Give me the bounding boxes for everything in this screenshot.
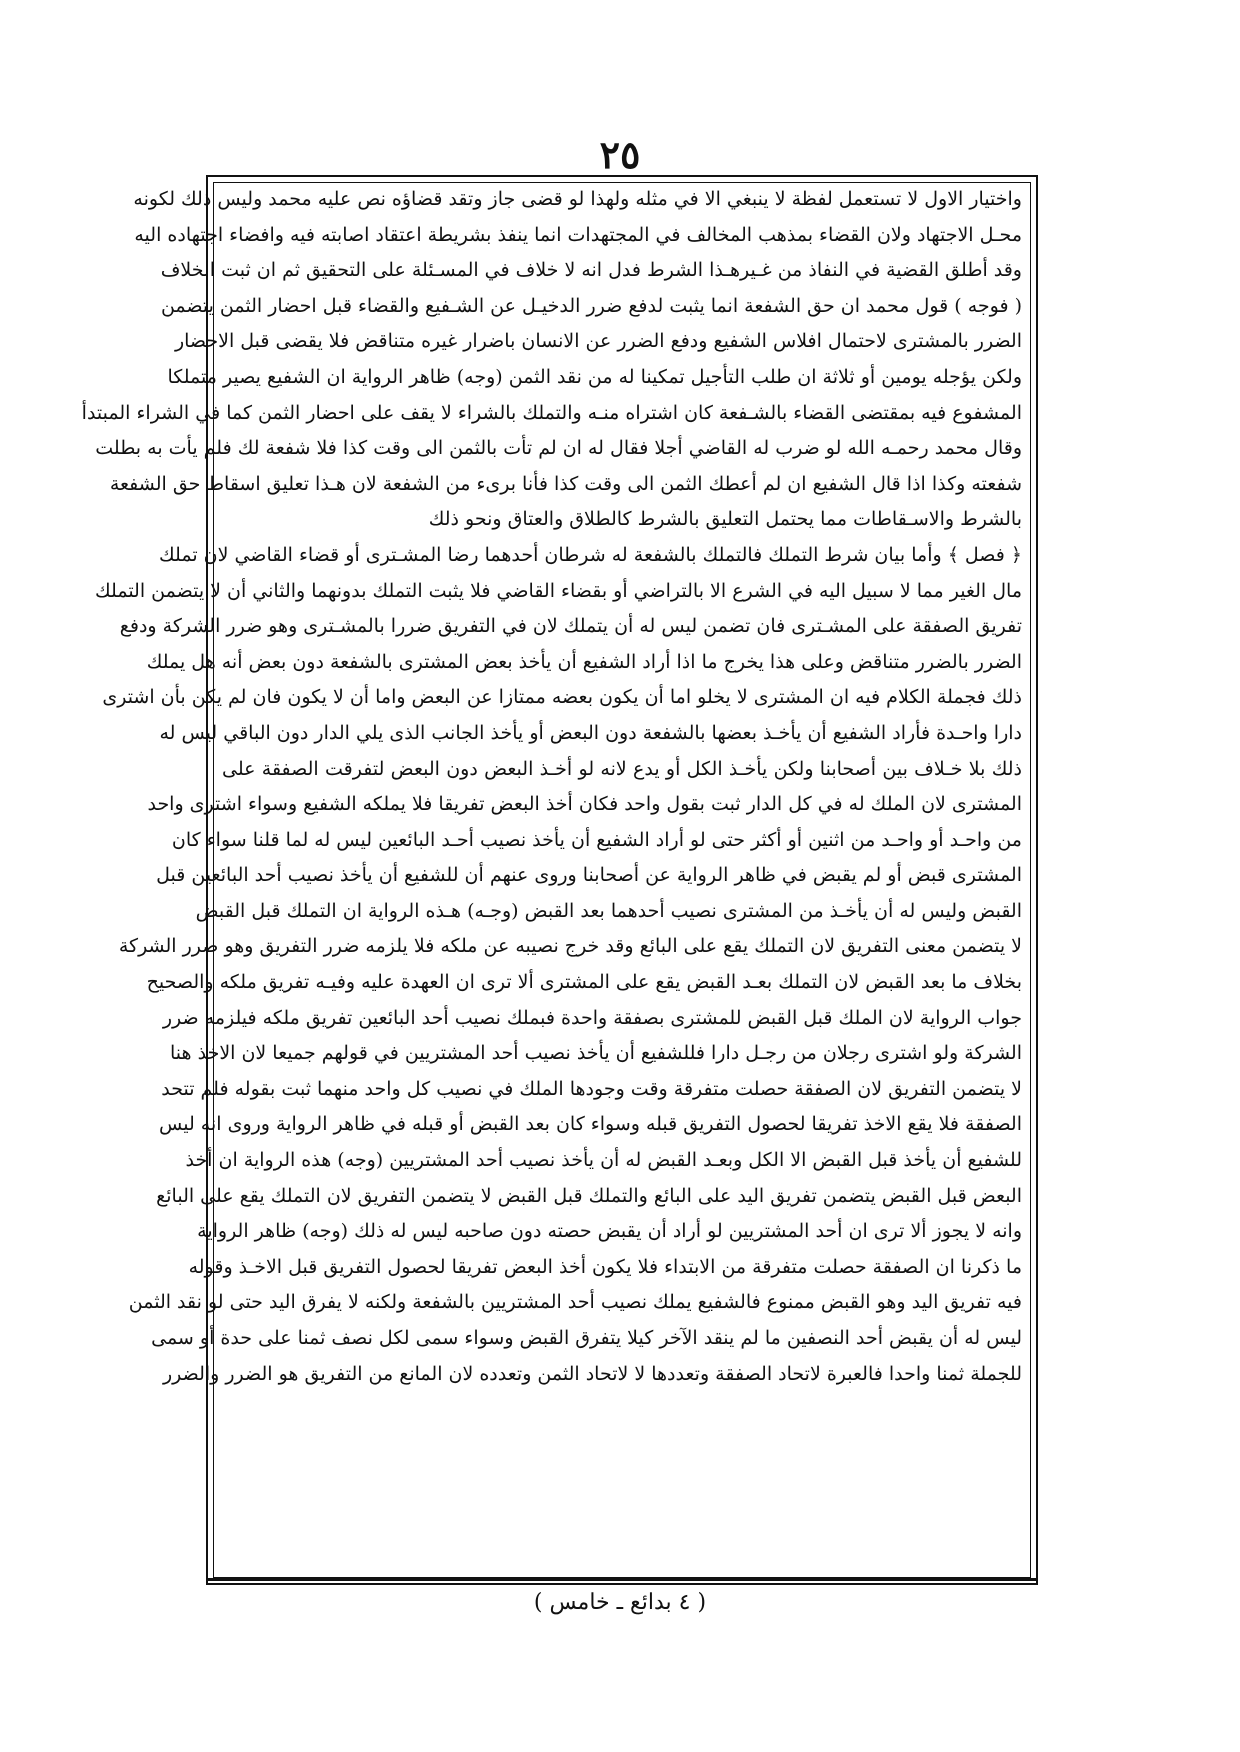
main-text <box>81 182 1022 1572</box>
text-line: وقال محمد رحمـه الله لو ضرب له القاضي أجلا فقال له ان لم تأت بالثمن الى وقت كذا فلا شفعة لك فلم يأت به بطلت <box>95 437 1022 460</box>
text-line: من واحـد أو واحـد من اثنين أو أكثر حتى لو أراد الشفيع أن يأخذ نصيب أحـد البائعين ليس له لما قلنا سواء كان <box>171 828 1022 851</box>
text-line: محـل الاجتهاد ولان القضاء بمذهب المخالف في المجتهدات انما ينفذ بشريطة اعتقاد اصابته فيه وافضاء اجتهاده اليه <box>134 223 1022 246</box>
text-line: الصفقة فلا يقع الاخذ تفريقا لحصول التفريق قبله وسواء كان بعد القبض أو قبله في ظاهر الرواية وروى انه ليس <box>159 1113 1022 1136</box>
page-number: ٢٥ <box>599 132 641 177</box>
text-line: شفعته وكذا اذا قال الشفيع ان لم أعطك الثمن الى وقت كذا فأنا برىء من الشفعة لان هـذا تعليق اسقاط حق الشفعة <box>109 472 1022 495</box>
text-line: بخلاف ما بعد القبض لان التملك بعـد القبض يقع على المشترى ألا ترى ان العهدة عليه وفيـه تفريق ملكه والصحيح <box>146 971 1022 994</box>
text-line: واختيار الاول لا تستعمل لفظة لا ينبغي الا في مثله ولهذا لو قضى جاز وتقد قضاؤه نص عليه محمد وليس ذلك لكونه <box>133 188 1022 210</box>
text-line: ( فوجه ) قول محمد ان حق الشفعة انما يثبت لدفع ضرر الدخيـل عن الشـفيع والقضاء قبل احضار الثمن يتضمن <box>160 294 1022 317</box>
text-line: تفريق الصفقة على المشـترى فان تضمن ليس له أن يتملك لان في التفريق ضررا بالمشـترى وهو ضرر الشركة ودفع <box>119 615 1022 638</box>
text-line: بالشرط والاسـقاطات مما يحتمل التعليق بالشرط كالطلاق والعتاق ونحو ذلك <box>428 508 1022 531</box>
signature-mark: ( ٤ بدائع ـ خامس ) <box>533 1590 707 1615</box>
text-line: المشفوع فيه بمقتضى القضاء بالشـفعة كان اشتراه منـه والتملك بالشراء لا يقف على احضار الثمن كما في الشراء المبتدأ <box>81 401 1022 424</box>
text-line: المشترى قبض أو لم يقبض في ظاهر الرواية عن أصحابنا وروى عنهم أن للشفيع أن يأخذ نصيب أحد البائعين قبل <box>156 864 1022 887</box>
text-line: ما ذكرنا ان الصفقة حصلت متفرقة من الابتداء فلا يكون أخذ البعض تفريقا لحصول التفريق قبل الاخـذ وقوله <box>188 1255 1022 1278</box>
text-line: البعض قبل القبض يتضمن تفريق اليد على البائع والتملك قبل القبض لا يتضمن التفريق لان التملك يقع على البائع <box>156 1184 1022 1207</box>
text-line: القبض وليس له أن يأخـذ من المشترى نصيب أحدهما بعد القبض (وجـه) هـذه الرواية ان التملك قبل القبض <box>195 899 1022 922</box>
text-line: الضرر بالمشترى لاحتمال افلاس الشفيع ودفع الضرر عن الانسان باضرار غيره متناقض فلا يقضى قبل الاحضار <box>174 330 1022 353</box>
text-line: لا يتضمن معنى التفريق لان التملك يقع على البائع وقد خرج نصيبه عن ملكه فلا يلزمه ضرر التفريق وهو ضرر الشركة <box>118 935 1022 958</box>
text-line: فيه تفريق اليد وهو القبض ممنوع فالشفيع يملك نصيب أحد المشتريين بالشفعة ولكنه لا يفرق اليد حتى لو نقد الثمن <box>128 1291 1022 1314</box>
text-line: ليس له أن يقبض أحد النصفين ما لم ينقد الآخر كيلا يتفرق القبض وسواء سمى لكل نصف ثمنا على حدة أو سمى <box>151 1327 1022 1349</box>
text-line: وقد أطلق القضية في النفاذ من غـيرهـذا الشرط فدل انه لا خلاف في المسـئلة على التحقيق ثم ان ثبت الخلاف <box>160 259 1022 282</box>
text-line: للجملة ثمنا واحدا فالعبرة لاتحاد الصفقة وتعددها لا لاتحاد الثمن وتعدده لان المانع من التفريق هو الضرر والضرر <box>162 1362 1022 1385</box>
text-line: مال الغير مما لا سبيل اليه في الشرع الا بالتراضي أو بقضاء القاضي فلا يثبت التملك بدونهما والثاني أن لا يتضمن التملك <box>95 579 1022 602</box>
text-line: ذلك بلا خـلاف بين أصحابنا ولكن يأخـذ الكل أو يدع لانه لو أخـذ البعض دون البعض لتفرقت الصفقة على <box>222 757 1022 780</box>
text-line: للشفيع أن يأخذ قبل القبض الا الكل وبعـد القبض له أن يأخذ نصيب أحد المشتريين (وجه) هذه الرواية ان أخذ <box>185 1149 1022 1172</box>
bottom-rule <box>206 1578 1038 1581</box>
section-heading-line: ﴿ فصل ﴾ وأما بيان شرط التملك فالتملك بالشفعة له شرطان أحدهما رضا المشـترى أو قضاء القاضي لان تملك <box>159 543 1022 566</box>
text-line: الضرر بالضرر متناقض وعلى هذا يخرج ما اذا أراد الشفيع أن يأخذ بعض المشترى بالشفعة دون بعض أنه هل يملك <box>146 650 1022 673</box>
text-line: المشترى لان الملك له في كل الدار ثبت بقول واحد فكان أخذ البعض تفريقا فلا يملكه الشفيع وسواء اشترى واحد <box>147 793 1022 816</box>
text-line: جواب الرواية لان الملك قبل القبض للمشترى بصفقة واحدة فبملك نصيب أحد البائعين تفريق ملكه فيلزمه ضرر <box>162 1006 1022 1029</box>
text-line: الشركة ولو اشترى رجلان من رجـل دارا فللشفيع أن يأخذ نصيب أحد المشتريين في قولهم جميعا لان الاخذ هنا <box>170 1042 1022 1065</box>
text-line: لا يتضمن التفريق لان الصفقة حصلت متفرقة وقت وجودها الملك في نصيب كل واحد منهما ثبت بقوله فلم تتحد <box>161 1077 1022 1100</box>
text-line: ذلك فجملة الكلام فيه ان المشترى لا يخلو اما أن يكون بعضه ممتازا عن البعض واما أن لا يكون فان لم يكن بأن اشترى <box>102 686 1022 709</box>
text-line: دارا واحـدة فأراد الشفيع أن يأخـذ بعضها بالشفعة دون البعض أو يأخذ الجانب الذى يلي الدار دون الباقي ليس له <box>159 721 1022 744</box>
text-line: وانه لا يجوز ألا ترى ان أحد المشتريين لو أراد أن يقبض حصته دون صاحبه ليس له ذلك (وجه) ظاهر الرواية <box>197 1220 1022 1243</box>
text-line: ولكن يؤجله يومين أو ثلاثة ان طلب التأجيل تمكينا له من نقد الثمن (وجه) ظاهر الرواية ان الشفيع يصير متملكا <box>167 365 1022 388</box>
